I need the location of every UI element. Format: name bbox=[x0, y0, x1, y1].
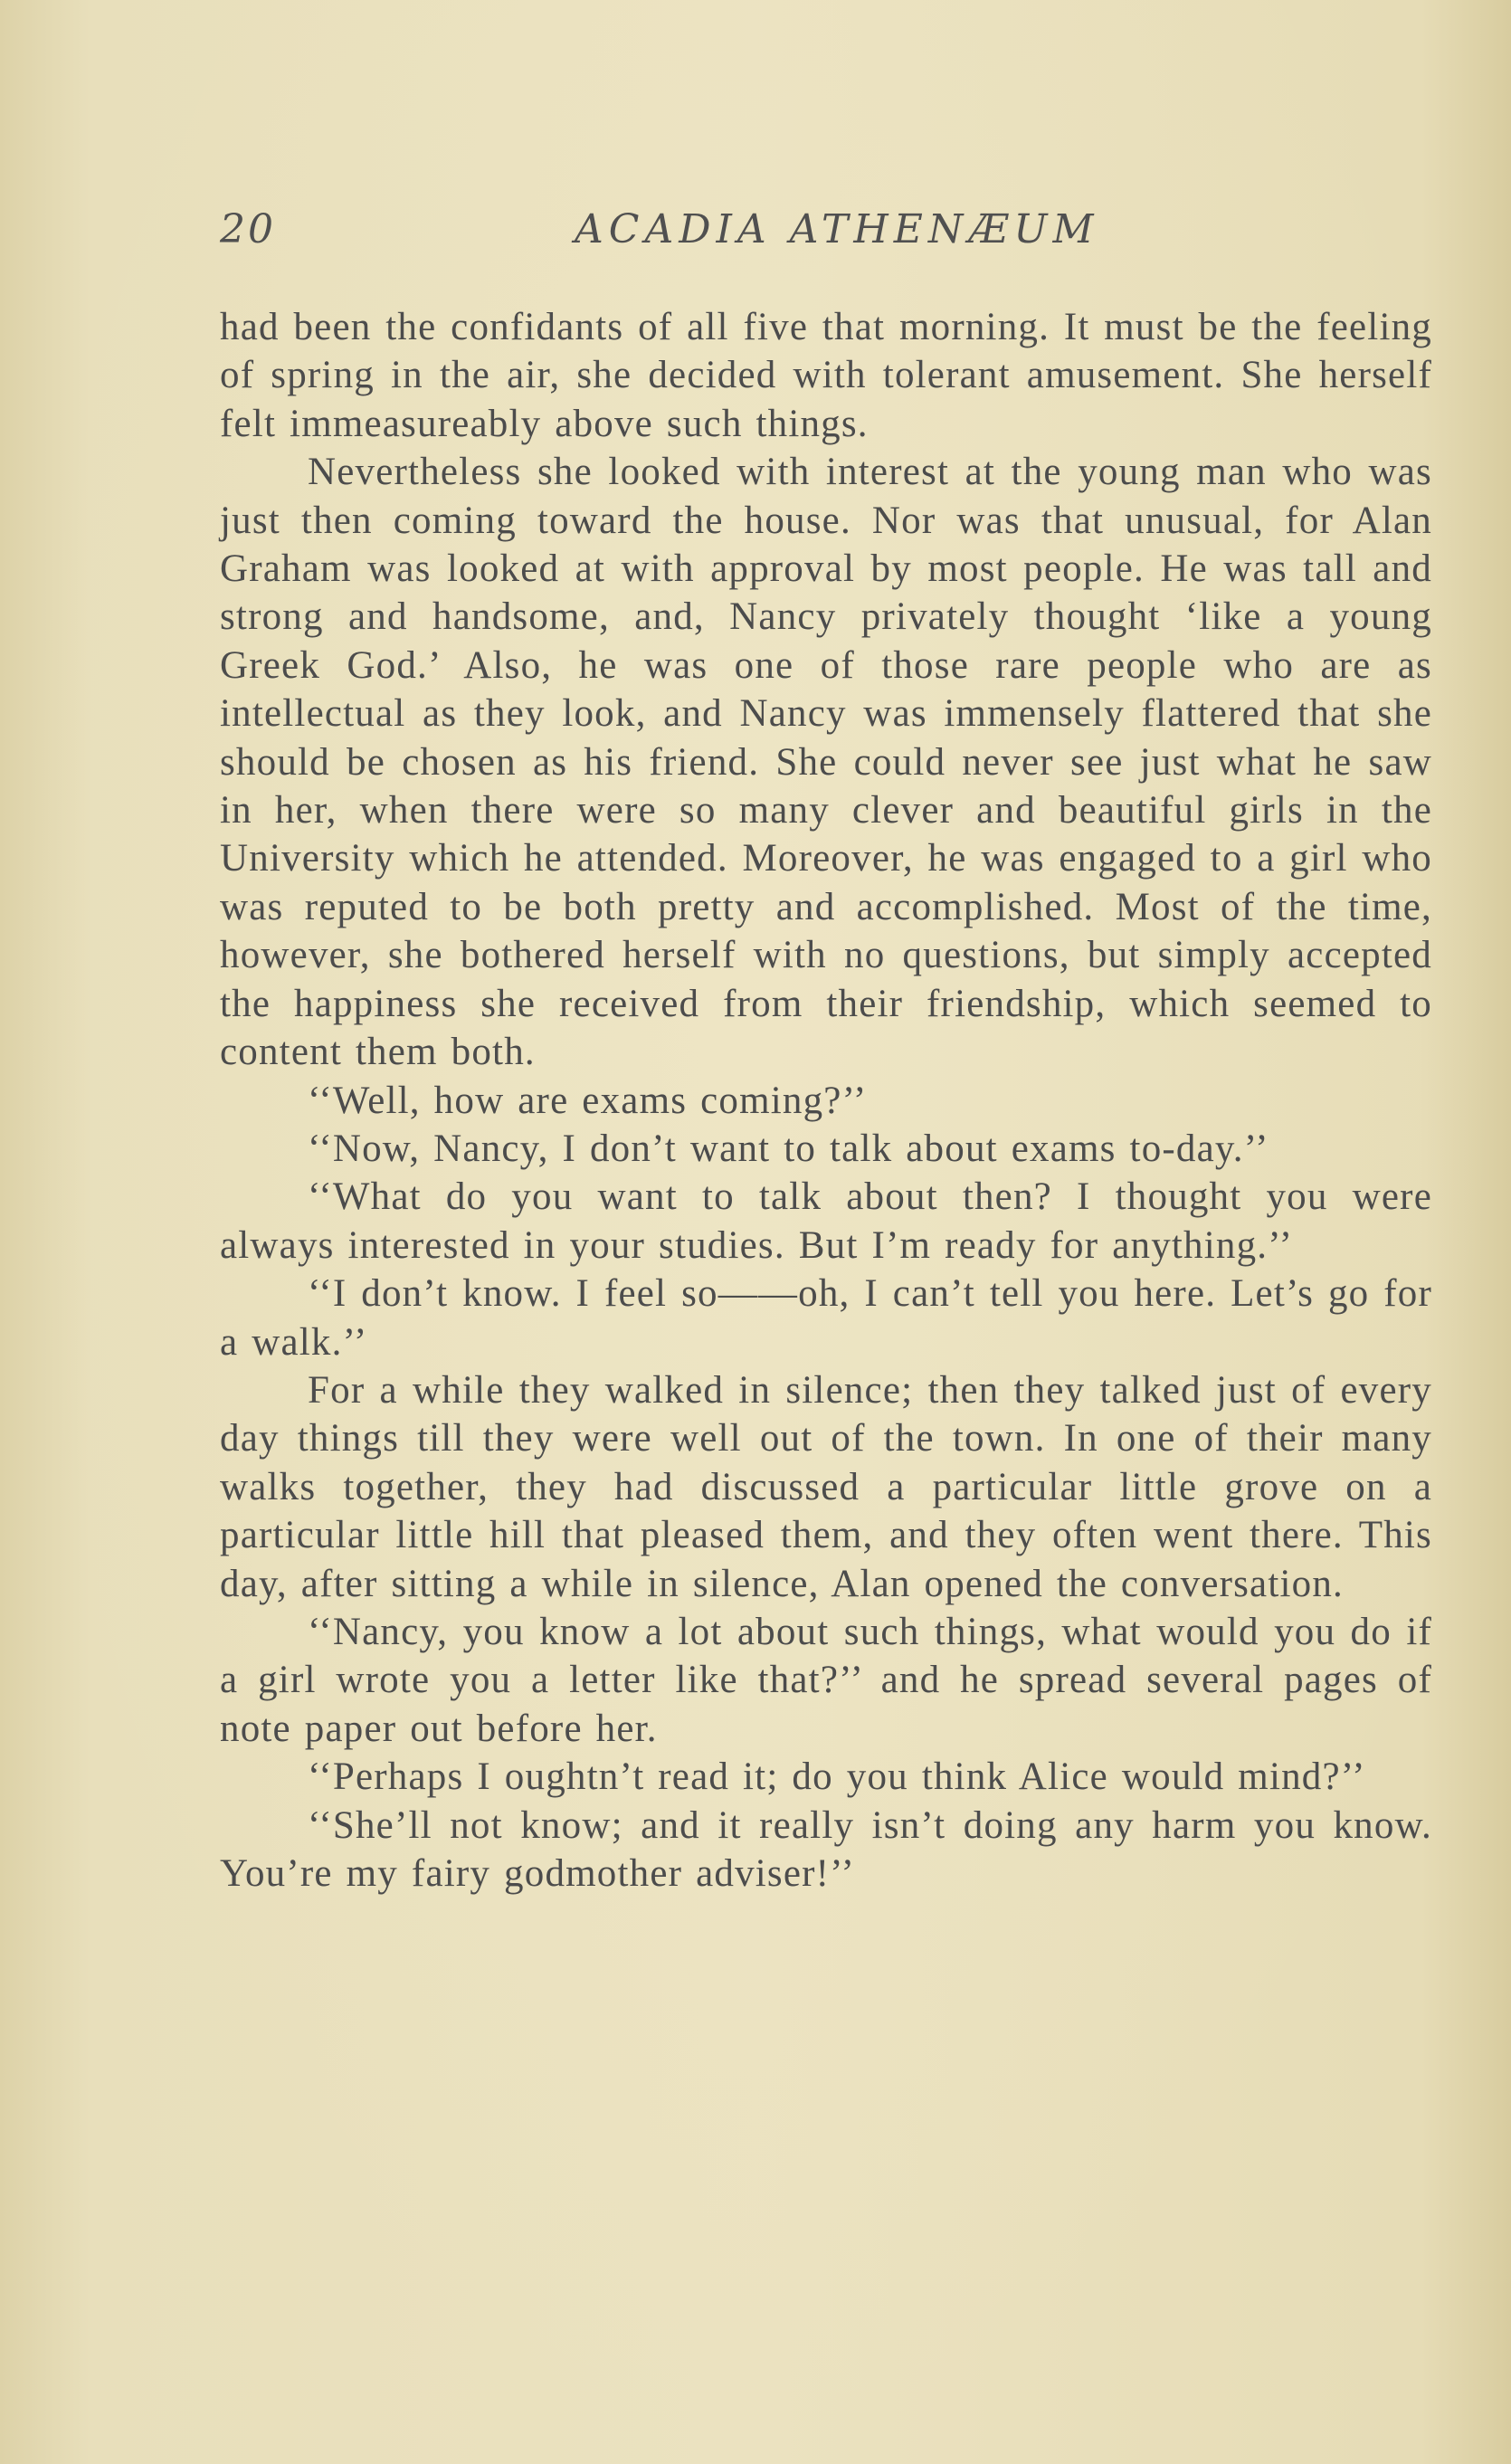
paragraph: For a while they walked in silence; then they talked just of every day things till they were well out of the town. In one of their many walks together, they had discussed a particular little grove on a particular little hill that pleased them, and they often went there. This day, after sitting a while in silence, Alan opened the conversation. bbox=[220, 1368, 1432, 1605]
paragraph: ‘‘I don’t know. I feel so——oh, I can’t tell you here. Let’s go for a walk.’’ bbox=[220, 1272, 1432, 1364]
paragraph: ‘‘Nancy, you know a lot about such things, what would you do if a girl wrote you a letter like that?’’ and he spread several pages of note paper out before her. bbox=[220, 1610, 1432, 1750]
page-header bbox=[220, 206, 1432, 261]
body-text bbox=[220, 303, 1432, 1898]
paragraph: ‘‘What do you want to talk about then? I thought you were always interested in your studies. But I’m ready for anything.’’ bbox=[220, 1175, 1432, 1267]
paragraph: ‘‘Perhaps I oughtn’t read it; do you think Alice would mind?’’ bbox=[308, 1755, 1366, 1799]
paragraph: ‘‘Well, how are exams coming?’’ bbox=[308, 1079, 868, 1122]
paragraph: ‘‘Now, Nancy, I don’t want to talk about exams to-day.’’ bbox=[308, 1127, 1269, 1170]
paragraph: had been the confidants of all five that morning. It must be the feeling of spring in the air, she decided with tolerant amusement. She herself felt immeasureably above such things. bbox=[220, 306, 1432, 445]
running-title: ACADIA ATHENÆUM bbox=[575, 206, 1099, 252]
paragraph: Nevertheless she looked with interest at the young man who was just then coming toward the house. Nor was that unusual, for Alan Graham was looked at with approval by most people. He was tall and strong and handsome, and, Nancy privately thought ‘like a young Greek God.’ Also, he was one of those rare people who are as intellectual as they look, and Nancy was immensely flattered that she should be chosen as his friend. She could never see just what he saw in her, when there were so many clever and beautiful girls in the University which he attended. Moreover, he was engaged to a girl who was reputed to be both pretty and accomplished. Most of the time, however, she bothered herself with no questions, but simply accepted the happiness she received from their friendship, which seemed to content them both. bbox=[220, 451, 1432, 1074]
paragraph: ‘‘She’ll not know; and it really isn’t doing any harm you know. You’re my fairy godmother adviser!’’ bbox=[220, 1803, 1432, 1895]
page-number: 20 bbox=[220, 206, 276, 252]
